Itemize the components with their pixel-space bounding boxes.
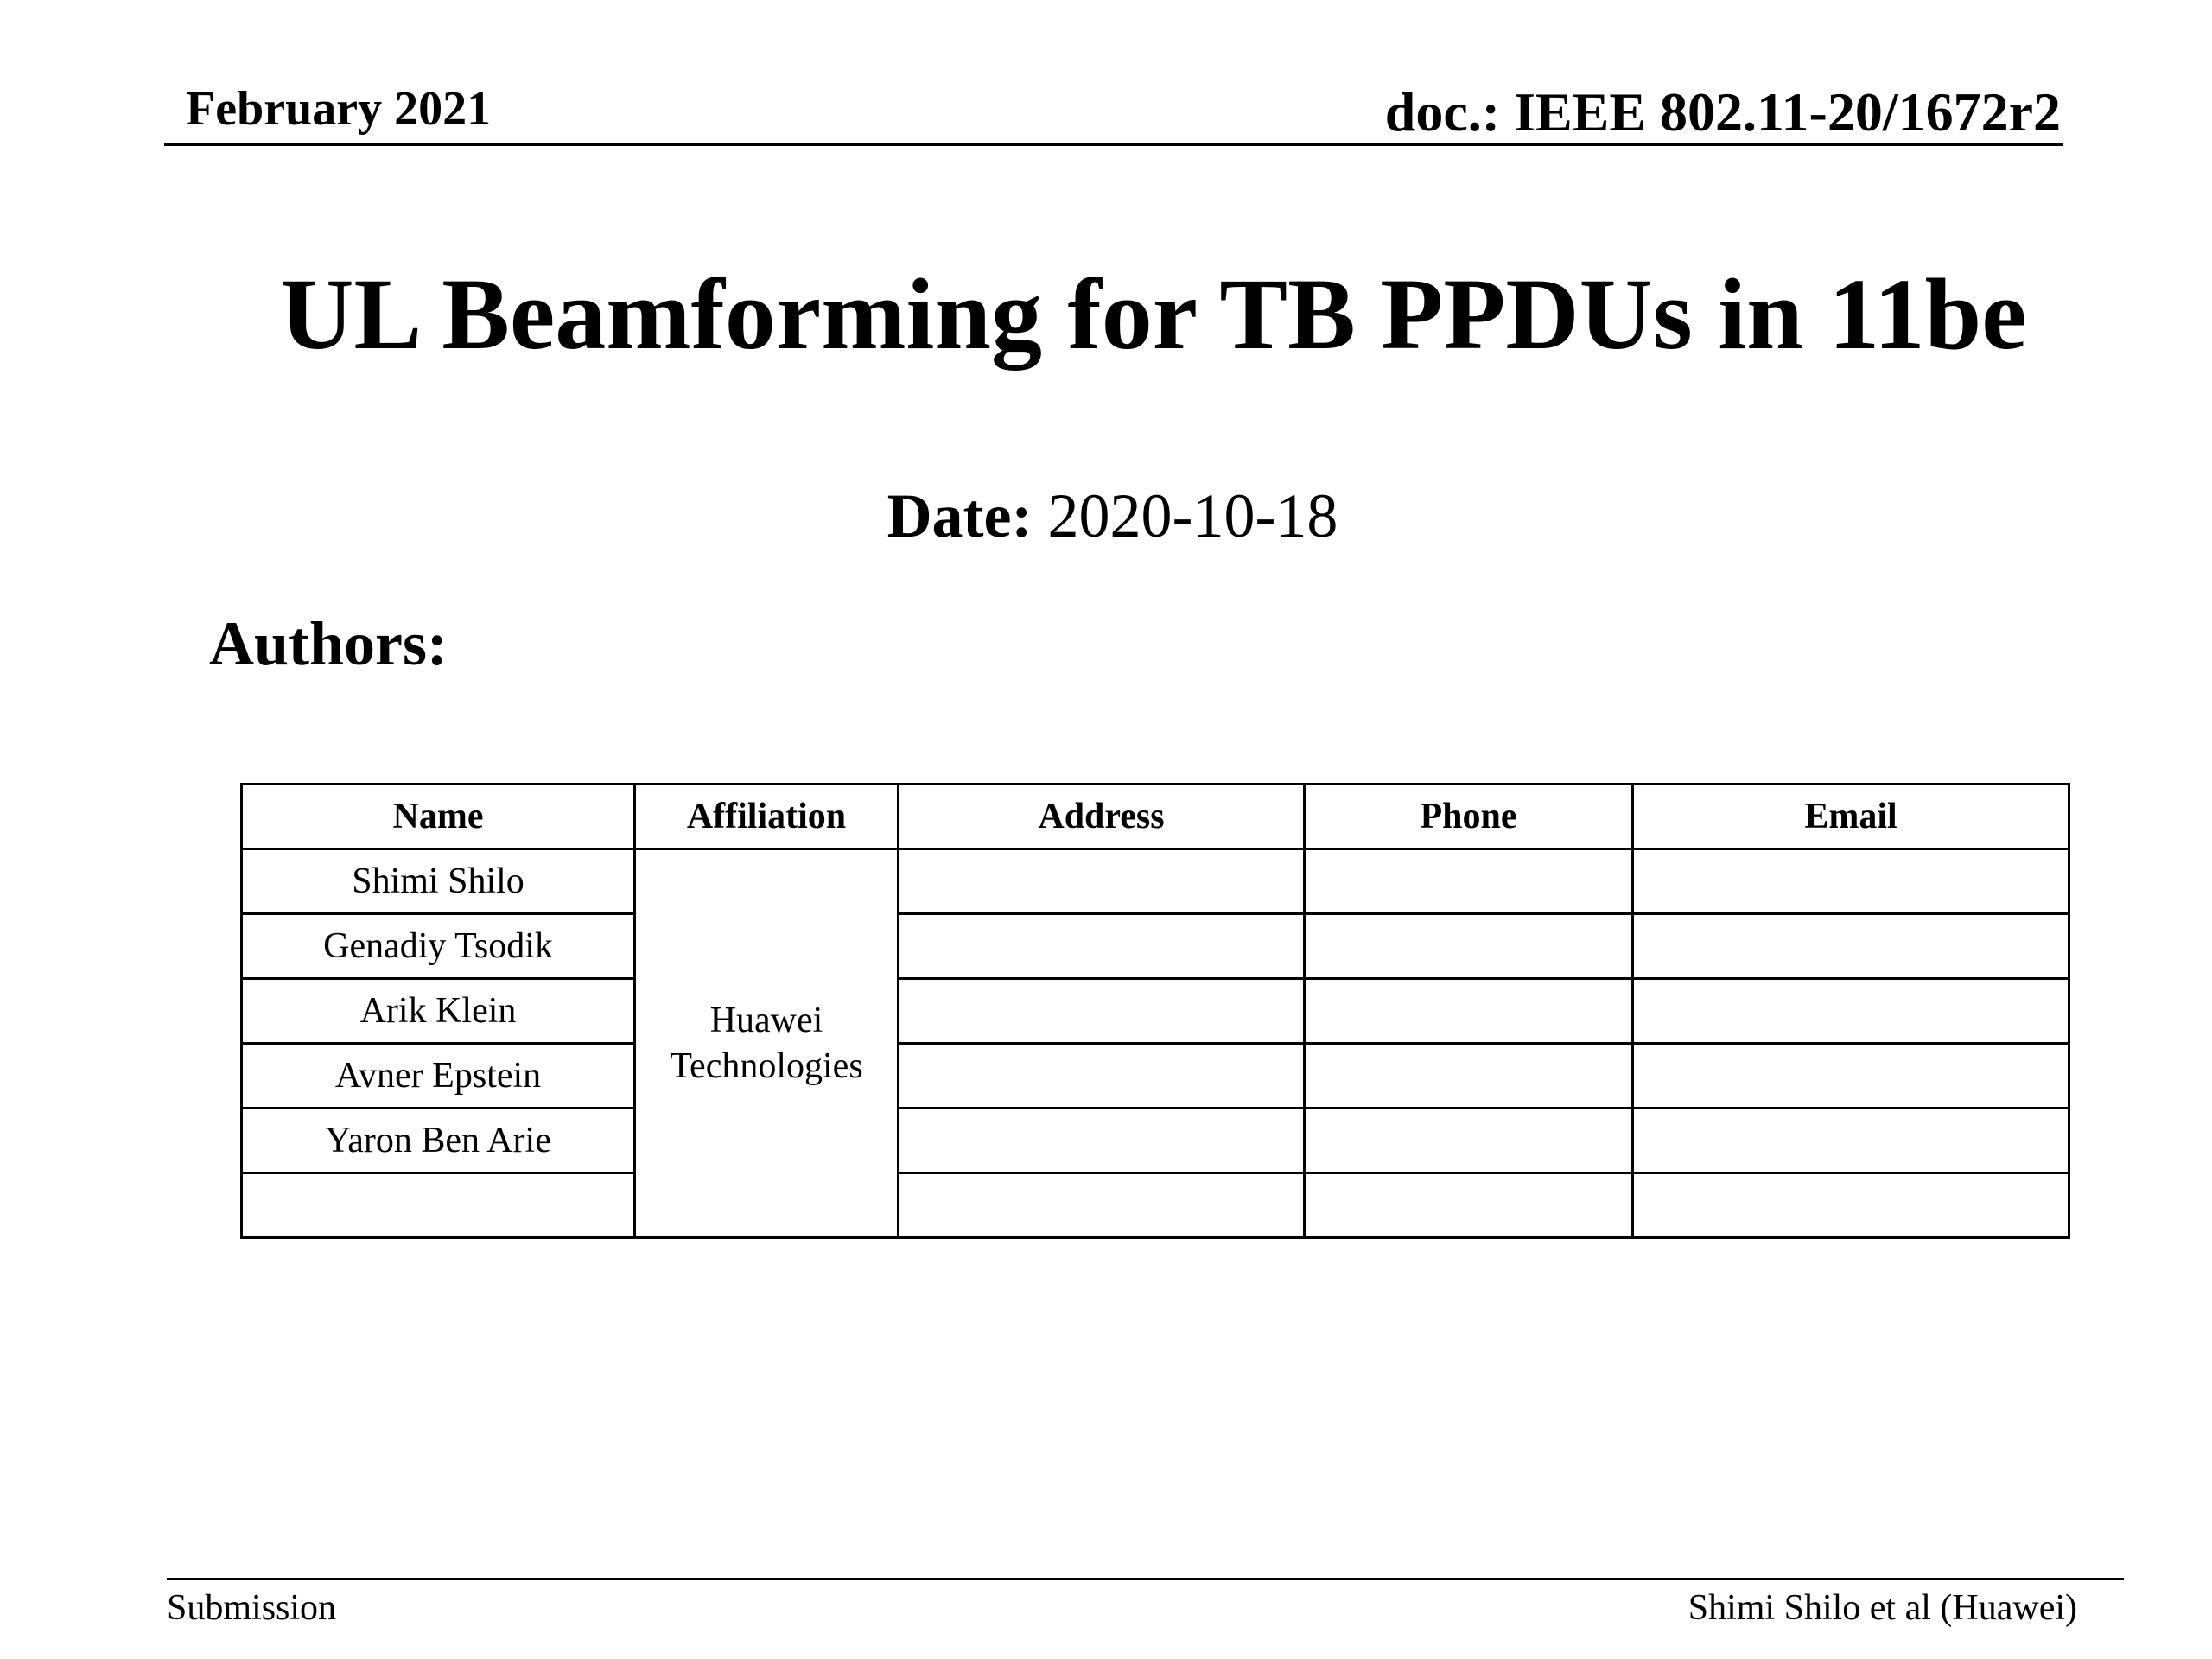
email-cell: [1633, 849, 2069, 914]
footer-author-credit: Shimi Shilo et al (Huawei): [1688, 1588, 2077, 1628]
email-cell: [1633, 1173, 2069, 1238]
table-row: [242, 979, 2069, 1044]
address-cell: [899, 914, 1305, 979]
authors-table: [240, 783, 2070, 1239]
authors-heading: Authors:: [209, 609, 448, 678]
table-header-row: [242, 785, 2069, 849]
address-cell: [899, 849, 1305, 914]
table-row: [242, 1109, 2069, 1173]
address-cell: [899, 1044, 1305, 1109]
column-header-affiliation: Affiliation: [635, 785, 899, 849]
author-name-cell: Yaron Ben Arie: [242, 1109, 635, 1173]
email-cell: [1633, 1109, 2069, 1173]
phone-cell: [1305, 1044, 1633, 1109]
phone-cell: [1305, 1109, 1633, 1173]
footer-divider: [167, 1578, 2124, 1580]
date-label: Date:: [887, 481, 1033, 550]
document-title: UL Beamforming for TB PPDUs in 11be: [280, 257, 2027, 371]
affiliation-text: Huawei Technologies: [670, 1001, 863, 1086]
table-row: [242, 1044, 2069, 1109]
table-row: [242, 1173, 2069, 1238]
table-row: [242, 914, 2069, 979]
author-name-cell: Avner Epstein: [242, 1044, 635, 1109]
header-date: February 2021: [186, 82, 492, 136]
column-header-phone: Phone: [1305, 785, 1633, 849]
author-name-cell: Shimi Shilo: [242, 849, 635, 914]
affiliation-cell: [635, 849, 899, 1238]
address-cell: [899, 1109, 1305, 1173]
phone-cell: [1305, 914, 1633, 979]
column-header-address: Address: [899, 785, 1305, 849]
email-cell: [1633, 1044, 2069, 1109]
date-value: 2020-10-18: [1047, 481, 1338, 550]
email-cell: [1633, 979, 2069, 1044]
email-cell: [1633, 914, 2069, 979]
author-name-cell: Arik Klein: [242, 979, 635, 1044]
footer-submission: Submission: [167, 1588, 337, 1628]
column-header-email: Email: [1633, 785, 2069, 849]
address-cell: [899, 979, 1305, 1044]
phone-cell: [1305, 979, 1633, 1044]
address-cell: [899, 1173, 1305, 1238]
header-divider: [164, 143, 2063, 146]
header-doc-id: doc.: IEEE 802.11-20/1672r2: [1384, 81, 2061, 143]
author-name-cell: [242, 1173, 635, 1238]
author-name-cell: Genadiy Tsodik: [242, 914, 635, 979]
document-date: [0, 482, 2212, 550]
column-header-name: Name: [242, 785, 635, 849]
phone-cell: [1305, 1173, 1633, 1238]
phone-cell: [1305, 849, 1633, 914]
table-row: [242, 849, 2069, 914]
